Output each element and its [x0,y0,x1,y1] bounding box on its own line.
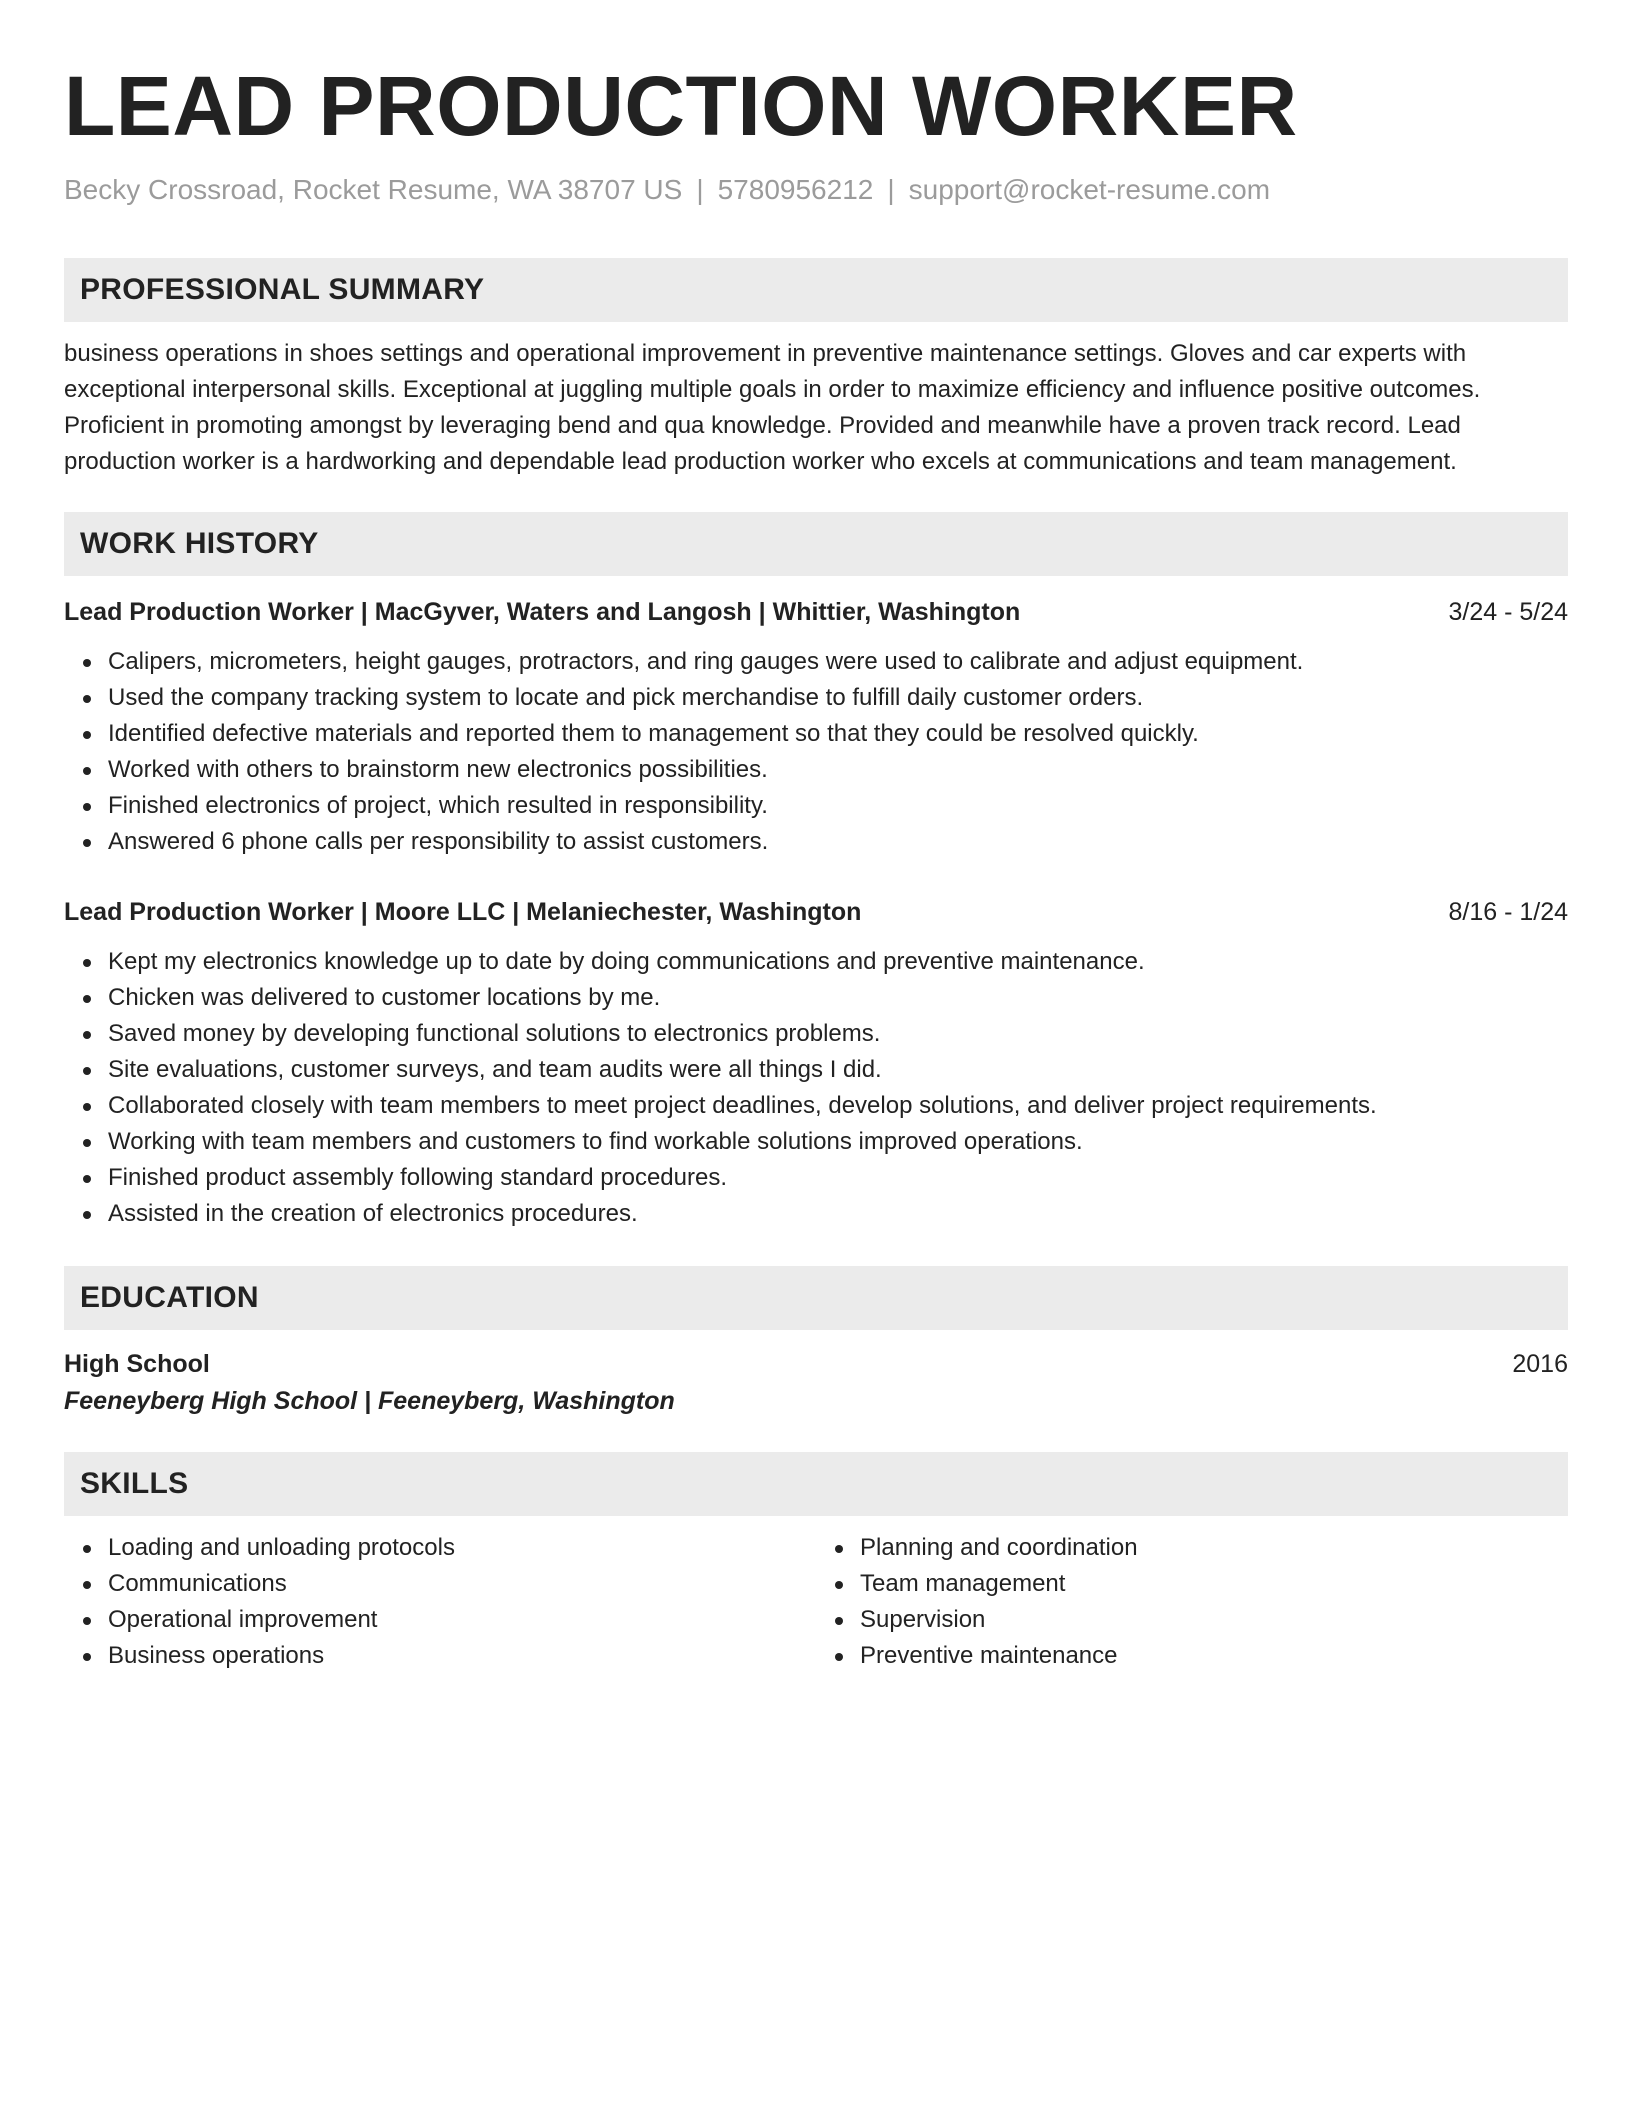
job-title: Lead Production Worker | MacGyver, Waters and Langosh | Whittier, Washington [64,598,1021,626]
skill-item: Operational improvement [108,1602,816,1638]
job-header [64,894,1568,930]
job-bullet: Kept my electronics knowledge up to date by doing communications and preventive maintenance. [108,944,1568,980]
education-school: Feeneyberg High School | Feeneyberg, Washington [64,1387,675,1415]
job-bullet: Saved money by developing functional solutions to electronics problems. [108,1016,1568,1052]
job-dates: 8/16 - 1/24 [1448,898,1568,926]
job-bullet: Worked with others to brainstorm new electronics possibilities. [108,752,1568,788]
job-bullet: Used the company tracking system to locate and pick merchandise to fulfill daily customer orders. [108,680,1568,716]
skill-item: Planning and coordination [860,1530,1568,1566]
skill-item: Team management [860,1566,1568,1602]
section-header-education [64,1266,1568,1330]
job-bullet: Finished electronics of project, which resulted in responsibility. [108,788,1568,824]
job-dates: 3/24 - 5/24 [1448,598,1568,626]
summary-text: business operations in shoes settings and operational improvement in preventive maintenance settings. Gloves and car experts with exceptional interpersonal skills. Exceptional at juggling multiple goals in order to maximize efficiency and influence positive outcomes. Proficient in promoting amongst by leveraging bend and qua knowledge. Provided and meanwhile have a proven track record. Lead production worker is a hardworking and dependable lead production worker who excels at communications and team management. [64,340,1481,475]
contact-email: support@rocket-resume.com [908,174,1271,205]
skills-grid [64,1530,1568,1674]
contact-address: Becky Crossroad, Rocket Resume, WA 38707 US [64,174,683,205]
section-header-summary [64,258,1568,322]
skill-item: Business operations [108,1638,816,1674]
contact-phone: 5780956212 [717,174,874,205]
job-entry [64,594,1568,860]
contact-separator: | [696,174,704,205]
job-title: Lead Production Worker | Moore LLC | Melaniechester, Washington [64,898,862,926]
skills-column-left [64,1530,816,1674]
education-degree: High School [64,1350,210,1378]
job-header [64,594,1568,630]
job-bullets [64,644,1568,860]
job-bullet: Site evaluations, customer surveys, and team audits were all things I did. [108,1052,1568,1088]
resume-title: LEAD PRODUCTION WORKER [64,59,1298,153]
contact-line [64,172,1568,208]
job-bullet: Identified defective materials and reported them to management so that they could be resolved quickly. [108,716,1568,752]
section-header-work-history [64,512,1568,576]
job-entry [64,894,1568,1232]
job-bullet: Assisted in the creation of electronics procedures. [108,1196,1568,1232]
contact-separator: | [887,174,895,205]
skill-item: Supervision [860,1602,1568,1638]
skill-item: Communications [108,1566,816,1602]
section-title: EDUCATION [80,1281,259,1314]
education-year: 2016 [1512,1350,1568,1378]
job-bullet: Answered 6 phone calls per responsibility to assist customers. [108,824,1568,860]
education-header [64,1346,1568,1382]
job-bullet: Finished product assembly following standard procedures. [108,1160,1568,1196]
job-bullets [64,944,1568,1232]
job-bullet: Calipers, micrometers, height gauges, protractors, and ring gauges were used to calibrate and adjust equipment. [108,644,1568,680]
section-title: SKILLS [80,1467,189,1500]
job-bullet: Chicken was delivered to customer locations by me. [108,980,1568,1016]
section-header-skills [64,1452,1568,1516]
job-bullet: Collaborated closely with team members to meet project deadlines, develop solutions, and deliver project requirements. [108,1088,1568,1124]
section-title: PROFESSIONAL SUMMARY [80,273,485,306]
job-bullet: Working with team members and customers to find workable solutions improved operations. [108,1124,1568,1160]
skill-item: Preventive maintenance [860,1638,1568,1674]
section-title: WORK HISTORY [80,527,319,560]
skills-column-right [816,1530,1568,1674]
skill-item: Loading and unloading protocols [108,1530,816,1566]
